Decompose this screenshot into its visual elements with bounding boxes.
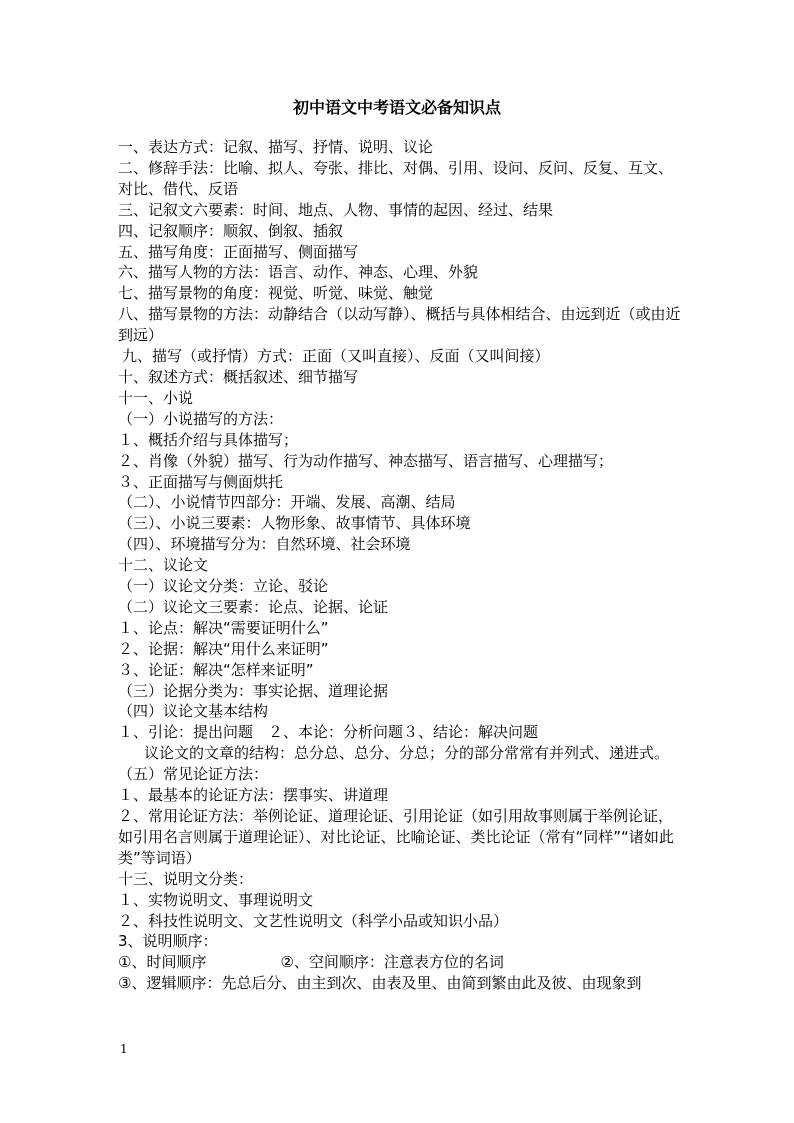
text-line: 十、叙述方式：概括叙述、细节描写 [118, 367, 359, 386]
text-line: １、引论：提出问题 ２、本论：分析问题３、结论：解决问题 [118, 723, 539, 742]
text-line-pair [118, 952, 684, 973]
text-line: 一、表达方式：记叙、描写、抒情、说明、议论 [118, 138, 434, 156]
text-line: 议论文的文章的结构：总分总、总分、分总；分的部分常常有并列式、递进式。 [144, 744, 670, 763]
text-line: １、最基本的论证方法：摆事实、讲道理 [118, 786, 389, 805]
text-line: ３、论证：解决“怎样来证明” [118, 660, 314, 679]
text-line: 七、描写景物的角度：视觉、听觉、味觉、触觉 [118, 284, 434, 303]
text-line: １、概括介绍与具体描写； [118, 430, 299, 449]
text-line: （二）议论文三要素：论点、论据、论证 [118, 597, 389, 616]
text-line: 五、描写角度：正面描写、侧面描写 [118, 242, 359, 261]
text-line: 十二、议论文 [118, 556, 209, 575]
text-line: ３、正面描写与侧面烘托 [118, 472, 284, 491]
document-body [118, 137, 684, 994]
text-line: ２、论据：解决“用什么来证明” [118, 639, 329, 658]
text-line: 九、描写（或抒情）方式：正面（又叫直接）、反面（又叫间接） [122, 347, 550, 366]
text-line: （二）、小说情节四部分：开端、发展、高潮、结局 [118, 493, 456, 512]
text-line: （四）、环境描写分为：自然环境、社会环境 [118, 535, 411, 554]
text-line: ③、逻辑顺序：先总后分、由主到次、由表及里、由简到繁由此及彼、由现象到 [118, 974, 642, 993]
document-title: 初中语文中考语文必备知识点 [292, 98, 501, 117]
page-number: 1 [120, 1042, 128, 1056]
text-line: ２、常用论证方法：举例论证、道理论证、引用论证（如引用故事则属于举例论证，如引用名言则属于道理论证）、对比论证、比喻论证、类比论证（常有“同样”“诸如此类”等词语） [118, 807, 674, 867]
text-segment: ①、时间顺序 [118, 953, 207, 972]
text-line: １、实物说明文、事理说明文 [118, 890, 314, 909]
text-line: （一）小说描写的方法： [118, 409, 284, 428]
text-line: （三）论据分类为：事实论据、道理论据 [118, 681, 389, 700]
text-line: 十一、小说 [118, 388, 194, 407]
text-line: 十三、说明文分类： [118, 869, 254, 888]
text-line: 四、记叙顺序：顺叙、倒叙、插叙 [118, 221, 344, 240]
text-line: １、论点：解决“需要证明什么” [118, 618, 329, 637]
text-line: 3、说明顺序： [118, 932, 218, 951]
text-line: （四）议论文基本结构 [118, 702, 269, 721]
text-line: ２、科技性说明文、文艺性说明文（科学小品或知识小品） [118, 911, 509, 930]
text-line: 八、描写景物的方法：动静结合（以动写静）、概括与具体相结合、由远到近（或由近到远） [118, 305, 681, 345]
text-line: ２、肖像（外貌）描写、行为动作描写、神态描写、语言描写、心理描写； [118, 451, 614, 470]
text-line: 二、修辞手法：比喻、拟人、夸张、排比、对偶、引用、设问、反问、反复、互文、对比、借代、反语 [118, 158, 674, 198]
text-line: （一）议论文分类：立论、驳论 [118, 577, 329, 596]
text-line: 六、描写人物的方法：语言、动作、神态、心理、外貌 [118, 263, 479, 282]
text-line: （三）、小说三要素：人物形象、故事情节、具体环境 [118, 514, 471, 533]
text-segment: ②、空间顺序：注意表方位的名词 [280, 953, 504, 972]
text-line: （五）常见论证方法： [118, 765, 269, 784]
text-line: 三、记叙文六要素：时间、地点、人物、事情的起因、经过、结果 [118, 200, 554, 219]
